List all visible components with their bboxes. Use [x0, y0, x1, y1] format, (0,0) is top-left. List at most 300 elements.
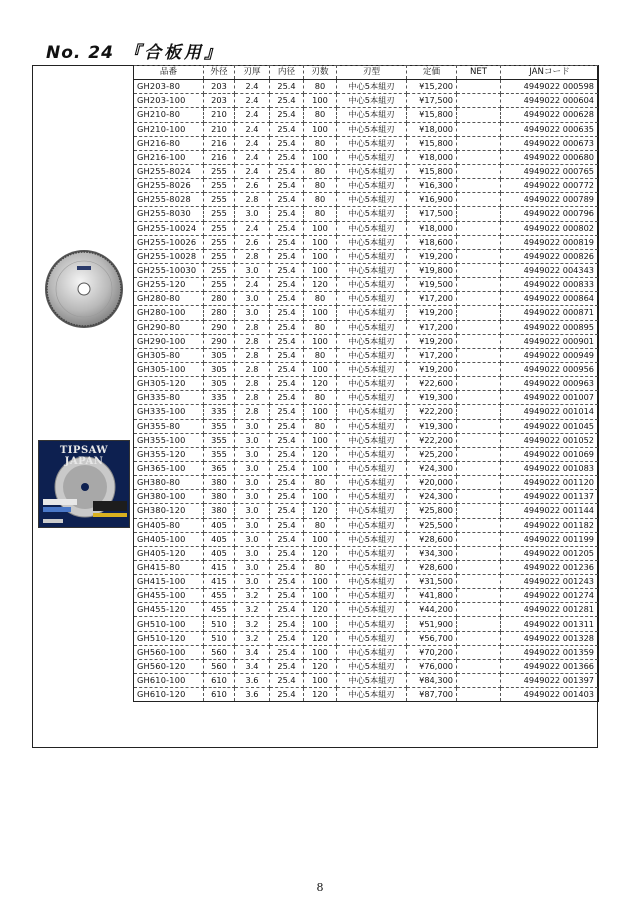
cell-teeth: 100 [304, 405, 337, 419]
cell-bore: 25.4 [270, 292, 304, 306]
cell-outer-diameter: 355 [204, 419, 235, 433]
cell-jan-code: 4949022 004343 [501, 263, 599, 277]
cell-jan-code: 4949022 000956 [501, 362, 599, 376]
table-row [134, 546, 599, 560]
table-row [134, 603, 599, 617]
cell-model: GH355-100 [134, 433, 204, 447]
cell-teeth: 100 [304, 122, 337, 136]
table-row [134, 659, 599, 673]
cell-teeth: 80 [304, 320, 337, 334]
cell-bore: 25.4 [270, 94, 304, 108]
cell-list-price: ¥17,200 [407, 348, 457, 362]
cell-list-price: ¥76,000 [407, 659, 457, 673]
cell-jan-code: 4949022 000673 [501, 136, 599, 150]
cell-tooth-type: 中心5本組刃 [337, 122, 407, 136]
cell-list-price: ¥19,200 [407, 362, 457, 376]
cell-tooth-type: 中心5本組刃 [337, 546, 407, 560]
cell-thickness: 3.0 [235, 504, 270, 518]
cell-net-price [457, 179, 501, 193]
cell-list-price: ¥84,300 [407, 674, 457, 688]
cell-net-price [457, 263, 501, 277]
cell-model: GH203-80 [134, 80, 204, 94]
cell-outer-diameter: 255 [204, 193, 235, 207]
cell-model: GH335-80 [134, 391, 204, 405]
cell-net-price [457, 490, 501, 504]
table-row [134, 674, 599, 688]
cell-model: GH380-100 [134, 490, 204, 504]
cell-model: GH255-8028 [134, 193, 204, 207]
table-row [134, 263, 599, 277]
cell-bore: 25.4 [270, 490, 304, 504]
cell-outer-diameter: 510 [204, 617, 235, 631]
cell-thickness: 2.4 [235, 136, 270, 150]
cell-thickness: 3.2 [235, 589, 270, 603]
cell-jan-code: 4949022 000819 [501, 235, 599, 249]
cell-thickness: 2.8 [235, 193, 270, 207]
cell-teeth: 80 [304, 136, 337, 150]
cell-outer-diameter: 280 [204, 306, 235, 320]
cell-thickness: 2.8 [235, 348, 270, 362]
cell-thickness: 2.6 [235, 179, 270, 193]
cell-jan-code: 4949022 001137 [501, 490, 599, 504]
cell-outer-diameter: 305 [204, 377, 235, 391]
cell-net-price [457, 193, 501, 207]
cell-teeth: 120 [304, 278, 337, 292]
cell-teeth: 100 [304, 263, 337, 277]
table-row [134, 108, 599, 122]
cell-tooth-type: 中心5本組刃 [337, 476, 407, 490]
cell-model: GH280-100 [134, 306, 204, 320]
cell-model: GH255-10024 [134, 221, 204, 235]
cell-net-price [457, 306, 501, 320]
cell-net-price [457, 659, 501, 673]
cell-tooth-type: 中心5本組刃 [337, 490, 407, 504]
table-row [134, 447, 599, 461]
cell-net-price [457, 532, 501, 546]
table-row [134, 589, 599, 603]
table-row [134, 122, 599, 136]
cell-bore: 25.4 [270, 560, 304, 574]
cell-thickness: 3.2 [235, 631, 270, 645]
cell-bore: 25.4 [270, 546, 304, 560]
table-row [134, 362, 599, 376]
cell-jan-code: 4949022 000949 [501, 348, 599, 362]
cell-net-price [457, 419, 501, 433]
product-spec-table [133, 65, 599, 702]
cell-thickness: 2.8 [235, 405, 270, 419]
cell-model: GH365-100 [134, 461, 204, 475]
cell-outer-diameter: 203 [204, 94, 235, 108]
cell-teeth: 80 [304, 207, 337, 221]
cell-thickness: 2.8 [235, 320, 270, 334]
cell-thickness: 3.6 [235, 688, 270, 702]
table-row [134, 391, 599, 405]
cell-list-price: ¥18,600 [407, 235, 457, 249]
cell-teeth: 120 [304, 377, 337, 391]
cell-teeth: 80 [304, 348, 337, 362]
cell-net-price [457, 631, 501, 645]
cell-thickness: 3.4 [235, 659, 270, 673]
cell-tooth-type: 中心5本組刃 [337, 504, 407, 518]
cell-teeth: 80 [304, 179, 337, 193]
cell-bore: 25.4 [270, 532, 304, 546]
package-image [38, 440, 130, 528]
cell-tooth-type: 中心5本組刃 [337, 80, 407, 94]
page-heading [46, 38, 224, 63]
table-row [134, 433, 599, 447]
cell-outer-diameter: 216 [204, 136, 235, 150]
cell-net-price [457, 391, 501, 405]
cell-net-price [457, 362, 501, 376]
cell-outer-diameter: 255 [204, 207, 235, 221]
cell-teeth: 80 [304, 108, 337, 122]
column-header-outer-diameter: 外径 [204, 66, 235, 80]
cell-bore: 25.4 [270, 235, 304, 249]
cell-model: GH560-120 [134, 659, 204, 673]
cell-thickness: 3.0 [235, 292, 270, 306]
category-title: 『合板用』 [123, 43, 224, 63]
cell-list-price: ¥31,500 [407, 575, 457, 589]
cell-list-price: ¥15,800 [407, 136, 457, 150]
cell-thickness: 3.0 [235, 419, 270, 433]
cell-net-price [457, 136, 501, 150]
cell-bore: 25.4 [270, 674, 304, 688]
cell-teeth: 120 [304, 631, 337, 645]
cell-net-price [457, 405, 501, 419]
cell-thickness: 3.0 [235, 207, 270, 221]
cell-jan-code: 4949022 001182 [501, 518, 599, 532]
cell-tooth-type: 中心5本組刃 [337, 207, 407, 221]
cell-thickness: 2.8 [235, 362, 270, 376]
cell-net-price [457, 164, 501, 178]
cell-outer-diameter: 255 [204, 179, 235, 193]
table-row [134, 490, 599, 504]
cell-model: GH255-10026 [134, 235, 204, 249]
cell-tooth-type: 中心5本組刃 [337, 362, 407, 376]
cell-model: GH560-100 [134, 645, 204, 659]
cell-bore: 25.4 [270, 348, 304, 362]
cell-bore: 25.4 [270, 249, 304, 263]
cell-thickness: 3.0 [235, 461, 270, 475]
cell-list-price: ¥22,200 [407, 405, 457, 419]
cell-bore: 25.4 [270, 617, 304, 631]
cell-tooth-type: 中心5本組刃 [337, 589, 407, 603]
cell-net-price [457, 560, 501, 574]
cell-teeth: 80 [304, 292, 337, 306]
table-row [134, 306, 599, 320]
cell-outer-diameter: 355 [204, 447, 235, 461]
cell-bore: 25.4 [270, 108, 304, 122]
cell-list-price: ¥19,200 [407, 306, 457, 320]
cell-model: GH305-80 [134, 348, 204, 362]
cell-thickness: 3.4 [235, 645, 270, 659]
table-row [134, 645, 599, 659]
cell-tooth-type: 中心5本組刃 [337, 164, 407, 178]
cell-jan-code: 4949022 000901 [501, 334, 599, 348]
cell-outer-diameter: 210 [204, 122, 235, 136]
cell-net-price [457, 334, 501, 348]
cell-tooth-type: 中心5本組刃 [337, 278, 407, 292]
cell-tooth-type: 中心5本組刃 [337, 320, 407, 334]
cell-thickness: 3.0 [235, 263, 270, 277]
cell-tooth-type: 中心5本組刃 [337, 377, 407, 391]
cell-teeth: 100 [304, 490, 337, 504]
cell-list-price: ¥19,300 [407, 391, 457, 405]
cell-outer-diameter: 380 [204, 490, 235, 504]
cell-net-price [457, 589, 501, 603]
cell-outer-diameter: 415 [204, 560, 235, 574]
cell-outer-diameter: 305 [204, 362, 235, 376]
cell-thickness: 2.4 [235, 278, 270, 292]
cell-list-price: ¥44,200 [407, 603, 457, 617]
cell-jan-code: 4949022 000772 [501, 179, 599, 193]
cell-bore: 25.4 [270, 150, 304, 164]
table-row [134, 179, 599, 193]
cell-bore: 25.4 [270, 136, 304, 150]
cell-outer-diameter: 365 [204, 461, 235, 475]
cell-outer-diameter: 290 [204, 334, 235, 348]
cell-list-price: ¥19,300 [407, 419, 457, 433]
cell-list-price: ¥22,600 [407, 377, 457, 391]
cell-outer-diameter: 355 [204, 433, 235, 447]
cell-teeth: 100 [304, 362, 337, 376]
cell-bore: 25.4 [270, 391, 304, 405]
cell-list-price: ¥24,300 [407, 490, 457, 504]
table-row [134, 617, 599, 631]
cell-teeth: 100 [304, 249, 337, 263]
cell-bore: 25.4 [270, 405, 304, 419]
cell-outer-diameter: 405 [204, 518, 235, 532]
table-row [134, 235, 599, 249]
cell-net-price [457, 249, 501, 263]
cell-list-price: ¥17,500 [407, 207, 457, 221]
cell-list-price: ¥19,800 [407, 263, 457, 277]
cell-bore: 25.4 [270, 659, 304, 673]
cell-teeth: 100 [304, 589, 337, 603]
cell-tooth-type: 中心5本組刃 [337, 391, 407, 405]
cell-teeth: 100 [304, 334, 337, 348]
cell-bore: 25.4 [270, 575, 304, 589]
cell-teeth: 100 [304, 575, 337, 589]
cell-outer-diameter: 210 [204, 108, 235, 122]
cell-thickness: 2.6 [235, 235, 270, 249]
cell-teeth: 80 [304, 518, 337, 532]
cell-net-price [457, 461, 501, 475]
cell-teeth: 100 [304, 461, 337, 475]
cell-jan-code: 4949022 001007 [501, 391, 599, 405]
table-row [134, 575, 599, 589]
cell-bore: 25.4 [270, 688, 304, 702]
cell-model: GH216-100 [134, 150, 204, 164]
cell-model: GH255-8030 [134, 207, 204, 221]
cell-net-price [457, 518, 501, 532]
cell-bore: 25.4 [270, 476, 304, 490]
product-images [32, 65, 133, 748]
cell-tooth-type: 中心5本組刃 [337, 108, 407, 122]
cell-tooth-type: 中心5本組刃 [337, 348, 407, 362]
cell-tooth-type: 中心5本組刃 [337, 433, 407, 447]
cell-bore: 25.4 [270, 504, 304, 518]
cell-list-price: ¥70,200 [407, 645, 457, 659]
cell-teeth: 80 [304, 193, 337, 207]
cell-jan-code: 4949022 000963 [501, 377, 599, 391]
cell-tooth-type: 中心5本組刃 [337, 221, 407, 235]
cell-jan-code: 4949022 000833 [501, 278, 599, 292]
cell-jan-code: 4949022 001236 [501, 560, 599, 574]
cell-model: GH610-120 [134, 688, 204, 702]
cell-bore: 25.4 [270, 589, 304, 603]
cell-teeth: 100 [304, 645, 337, 659]
cell-jan-code: 4949022 000871 [501, 306, 599, 320]
cell-outer-diameter: 405 [204, 532, 235, 546]
cell-tooth-type: 中心5本組刃 [337, 94, 407, 108]
cell-teeth: 100 [304, 150, 337, 164]
cell-model: GH335-100 [134, 405, 204, 419]
column-header-tooth-type: 刃型 [337, 66, 407, 80]
cell-model: GH510-120 [134, 631, 204, 645]
cell-net-price [457, 122, 501, 136]
table-row [134, 164, 599, 178]
cell-thickness: 2.4 [235, 108, 270, 122]
cell-bore: 25.4 [270, 320, 304, 334]
cell-jan-code: 4949022 001069 [501, 447, 599, 461]
cell-model: GH305-120 [134, 377, 204, 391]
cell-jan-code: 4949022 000680 [501, 150, 599, 164]
cell-teeth: 80 [304, 164, 337, 178]
cell-bore: 25.4 [270, 433, 304, 447]
cell-model: GH216-80 [134, 136, 204, 150]
cell-thickness: 2.4 [235, 122, 270, 136]
cell-list-price: ¥25,200 [407, 447, 457, 461]
table-row [134, 80, 599, 94]
cell-list-price: ¥18,000 [407, 150, 457, 164]
cell-jan-code: 4949022 000895 [501, 320, 599, 334]
cell-jan-code: 4949022 001403 [501, 688, 599, 702]
cell-net-price [457, 447, 501, 461]
cell-jan-code: 4949022 001243 [501, 575, 599, 589]
cell-model: GH355-80 [134, 419, 204, 433]
cell-jan-code: 4949022 001205 [501, 546, 599, 560]
cell-teeth: 100 [304, 532, 337, 546]
cell-outer-diameter: 255 [204, 263, 235, 277]
cell-tooth-type: 中心5本組刃 [337, 659, 407, 673]
cell-tooth-type: 中心5本組刃 [337, 235, 407, 249]
cell-teeth: 100 [304, 433, 337, 447]
table-body [134, 80, 599, 702]
cell-model: GH355-120 [134, 447, 204, 461]
page-number: 8 [316, 881, 324, 894]
saw-blade-image [44, 249, 124, 329]
cell-thickness: 3.0 [235, 433, 270, 447]
cell-list-price: ¥25,800 [407, 504, 457, 518]
cell-list-price: ¥24,300 [407, 461, 457, 475]
cell-outer-diameter: 255 [204, 249, 235, 263]
cell-net-price [457, 617, 501, 631]
cell-tooth-type: 中心5本組刃 [337, 631, 407, 645]
cell-model: GH290-80 [134, 320, 204, 334]
cell-model: GH405-100 [134, 532, 204, 546]
cell-jan-code: 4949022 001144 [501, 504, 599, 518]
cell-jan-code: 4949022 001311 [501, 617, 599, 631]
column-header-thickness: 刃厚 [235, 66, 270, 80]
table-row [134, 278, 599, 292]
cell-outer-diameter: 335 [204, 405, 235, 419]
cell-teeth: 120 [304, 688, 337, 702]
cell-jan-code: 4949022 001045 [501, 419, 599, 433]
cell-jan-code: 4949022 001120 [501, 476, 599, 490]
cell-thickness: 3.0 [235, 560, 270, 574]
cell-tooth-type: 中心5本組刃 [337, 603, 407, 617]
cell-model: GH290-100 [134, 334, 204, 348]
cell-bore: 25.4 [270, 645, 304, 659]
cell-net-price [457, 221, 501, 235]
cell-bore: 25.4 [270, 518, 304, 532]
cell-model: GH255-8026 [134, 179, 204, 193]
table-row [134, 249, 599, 263]
table-row [134, 461, 599, 475]
table-row [134, 631, 599, 645]
cell-net-price [457, 476, 501, 490]
cell-tooth-type: 中心5本組刃 [337, 193, 407, 207]
cell-list-price: ¥17,200 [407, 292, 457, 306]
cell-net-price [457, 433, 501, 447]
cell-list-price: ¥28,600 [407, 560, 457, 574]
cell-tooth-type: 中心5本組刃 [337, 575, 407, 589]
table-row [134, 292, 599, 306]
column-header-teeth: 刃数 [304, 66, 337, 80]
catalog-number: No. 24 [46, 43, 114, 63]
cell-net-price [457, 575, 501, 589]
cell-teeth: 120 [304, 546, 337, 560]
cell-outer-diameter: 455 [204, 589, 235, 603]
cell-bore: 25.4 [270, 334, 304, 348]
cell-outer-diameter: 280 [204, 292, 235, 306]
table-row [134, 94, 599, 108]
cell-tooth-type: 中心5本組刃 [337, 179, 407, 193]
cell-outer-diameter: 255 [204, 221, 235, 235]
cell-thickness: 2.4 [235, 80, 270, 94]
package-brand-text: TIPSAW JAPAN [59, 445, 109, 467]
cell-outer-diameter: 216 [204, 150, 235, 164]
cell-jan-code: 4949022 000796 [501, 207, 599, 221]
cell-tooth-type: 中心5本組刃 [337, 249, 407, 263]
table-row [134, 136, 599, 150]
cell-list-price: ¥15,200 [407, 80, 457, 94]
cell-jan-code: 4949022 001359 [501, 645, 599, 659]
cell-tooth-type: 中心5本組刃 [337, 617, 407, 631]
cell-net-price [457, 207, 501, 221]
cell-model: GH380-80 [134, 476, 204, 490]
cell-net-price [457, 504, 501, 518]
cell-list-price: ¥25,500 [407, 518, 457, 532]
cell-jan-code: 4949022 000628 [501, 108, 599, 122]
cell-teeth: 100 [304, 235, 337, 249]
cell-list-price: ¥22,200 [407, 433, 457, 447]
cell-tooth-type: 中心5本組刃 [337, 136, 407, 150]
cell-list-price: ¥56,700 [407, 631, 457, 645]
column-header-list-price: 定価 [407, 66, 457, 80]
table-row [134, 532, 599, 546]
cell-list-price: ¥18,000 [407, 221, 457, 235]
cell-list-price: ¥28,600 [407, 532, 457, 546]
cell-outer-diameter: 203 [204, 80, 235, 94]
cell-tooth-type: 中心5本組刃 [337, 461, 407, 475]
cell-tooth-type: 中心5本組刃 [337, 292, 407, 306]
cell-list-price: ¥41,800 [407, 589, 457, 603]
cell-thickness: 3.6 [235, 674, 270, 688]
cell-list-price: ¥18,000 [407, 122, 457, 136]
cell-model: GH305-100 [134, 362, 204, 376]
